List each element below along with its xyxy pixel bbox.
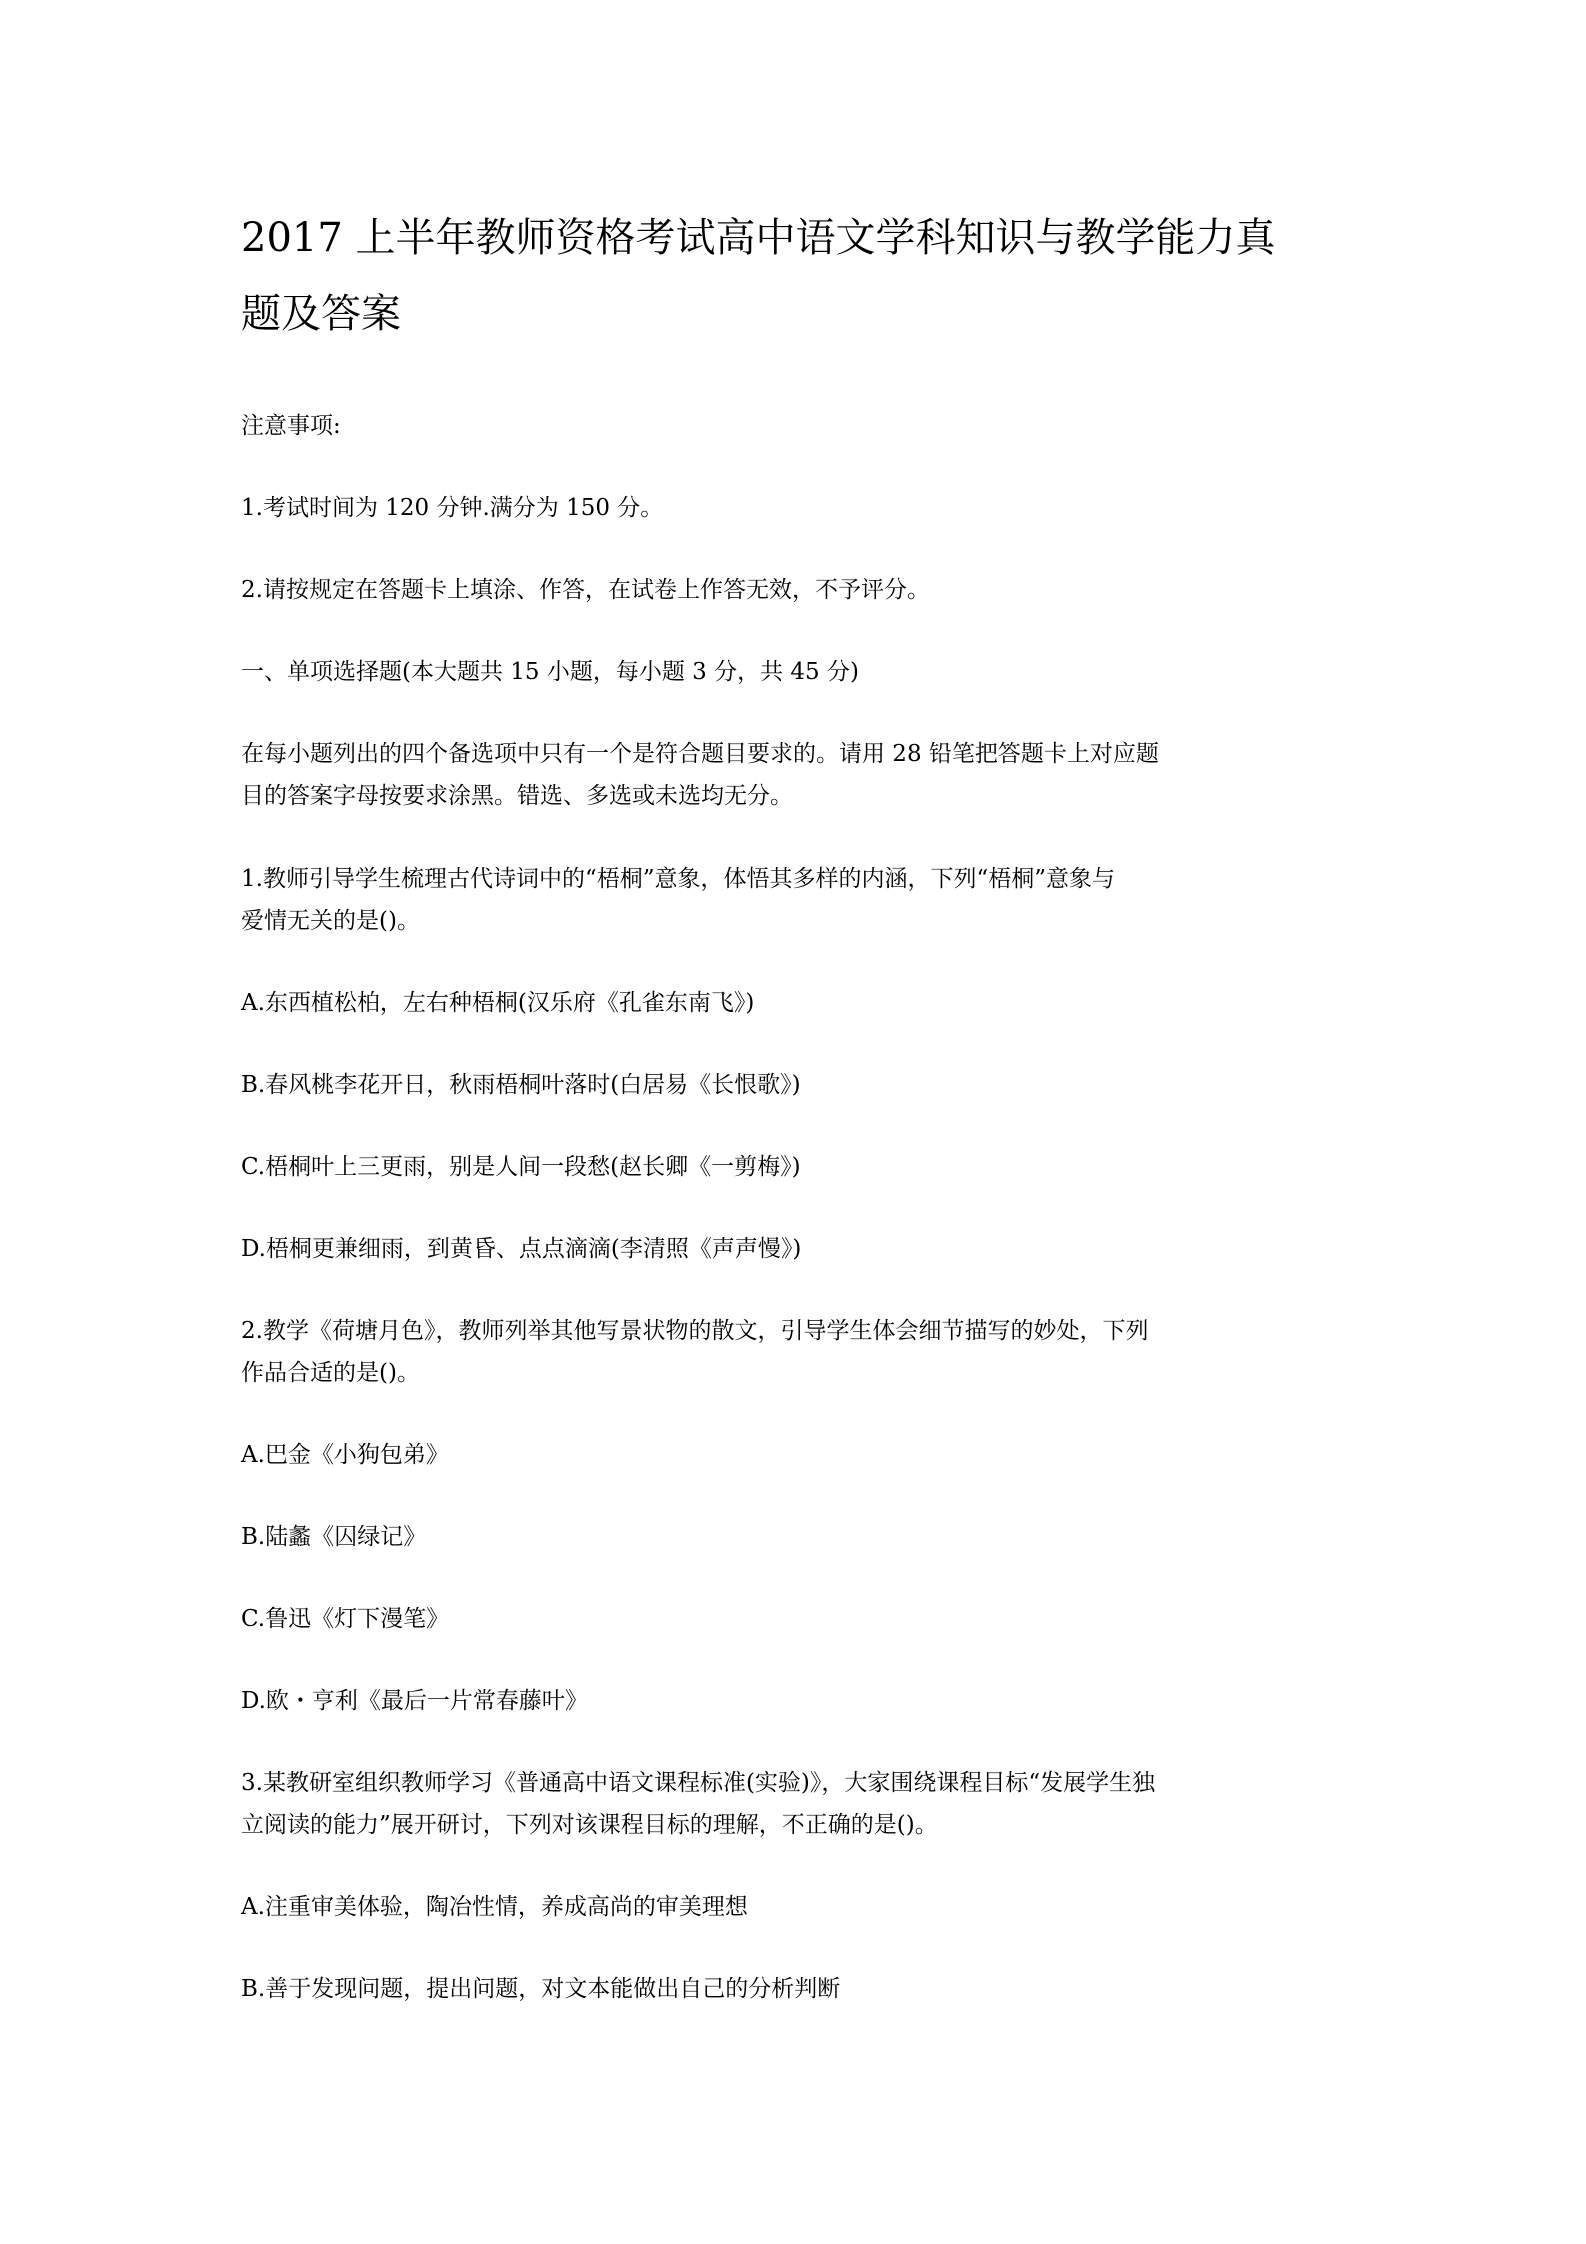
question-2-option-a: A.巴金《小狗包弟》 [241,1442,449,1468]
notice-item-1: 1.考试时间为 120 分钟.满分为 150 分。 [241,495,664,521]
document-title [241,200,1351,352]
question-2-stem-line-1: 2.教学《荷塘月色》，教师列举其他写景状物的散文，引导学生体会细节描写的妙处，下列 [241,1318,1149,1344]
question-2-option-c: C.鲁迅《灯下漫笔》 [241,1606,450,1632]
question-2-option-b: B.陆蠡《囚绿记》 [241,1524,427,1550]
question-2-option-d: D.欧・亨利《最后一片常春藤叶》 [241,1688,588,1714]
question-1-option-c: C.梧桐叶上三更雨，别是人间一段愁(赵长卿《一剪梅》) [241,1154,801,1180]
question-3-option-b: B.善于发现问题，提出问题，对文本能做出自己的分析判断 [241,1976,841,2002]
title-line-2: 题及答案 [241,291,401,337]
notice-item-2: 2.请按规定在答题卡上填涂、作答，在试卷上作答无效，不予评分。 [241,577,930,603]
question-2-stem-line-2: 作品合适的是()。 [241,1360,420,1386]
instruction-line-1: 在每小题列出的四个备选项中只有一个是符合题目要求的。请用 28 铅笔把答题卡上对应题 [241,741,1159,767]
notice-heading: 注意事项: [241,413,341,439]
instruction-line-2: 目的答案字母按要求涂黑。错选、多选或未选均无分。 [241,783,793,809]
title-line-1: 2017 上半年教师资格考试高中语文学科知识与教学能力真 [241,215,1276,261]
question-3-option-a: A.注重审美体验，陶冶性情，养成高尚的审美理想 [241,1894,748,1920]
question-1-stem-line-2: 爱情无关的是()。 [241,908,420,934]
section-heading: 一、单项选择题(本大题共 15 小题，每小题 3 分，共 45 分) [241,659,859,685]
question-1-option-b: B.春风桃李花开日，秋雨梧桐叶落时(白居易《长恨歌》) [241,1072,801,1098]
question-1-option-d: D.梧桐更兼细雨，到黄昏、点点滴滴(李清照《声声慢》) [241,1236,802,1262]
question-3-stem-line-1: 3.某教研室组织教师学习《普通高中语文课程标准(实验)》，大家围绕课程目标“发展学生独 [241,1770,1156,1796]
question-1-stem-line-1: 1.教师引导学生梳理古代诗词中的“梧桐”意象，体悟其多样的内涵，下列“梧桐”意象与 [241,866,1115,892]
question-1-option-a: A.东西植松柏，左右种梧桐(汉乐府《孔雀东南飞》) [241,990,755,1016]
question-3-stem-line-2: 立阅读的能力”展开研讨，下列对该课程目标的理解，不正确的是()。 [241,1812,938,1838]
